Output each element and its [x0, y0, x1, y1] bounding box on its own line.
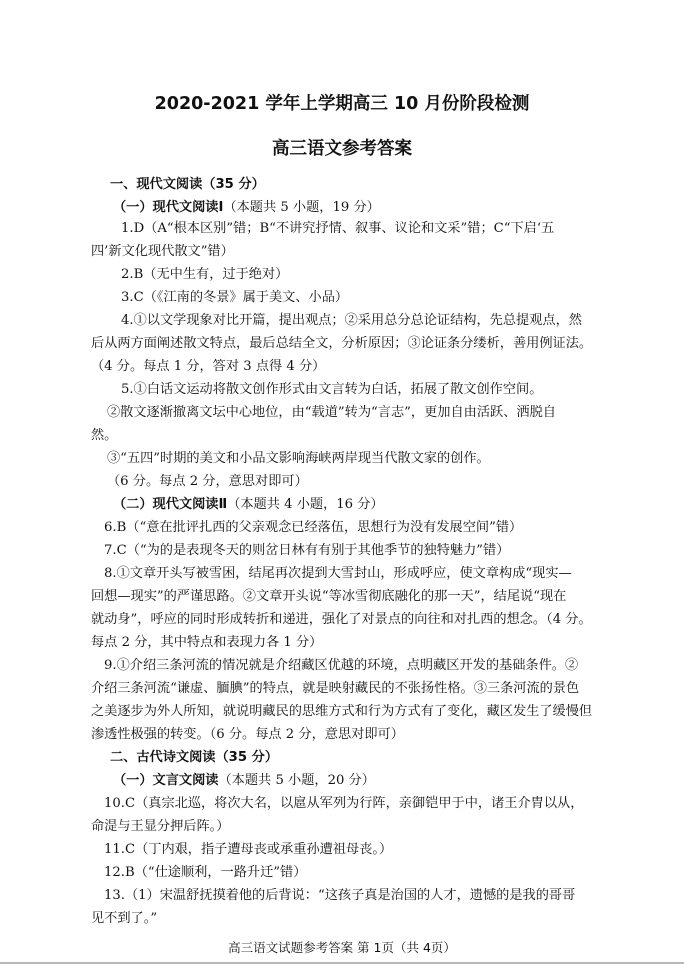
answer-line: 2.B（无中生有，过于绝对）: [121, 267, 289, 282]
answer-line: 之美逐步为外人所知，就说明藏民的思维方式和行为方式有了变化，藏区发生了缓慢但: [91, 704, 593, 719]
answer-line: 4.①以文学现象对比开篇，提出观点；②采用总分总论证结构，先总提观点，然: [121, 313, 582, 328]
answer-line: 13.（1）宋温舒抚摸着他的后背说：“这孩子真是治国的人才，遗憾的是我的哥哥: [104, 888, 576, 903]
section-heading-classical-reading: 二、古代诗文阅读（35 分）: [110, 750, 279, 765]
answer-line: 6.B（“意在批评扎西的父亲观念已经落伍，思想行为没有发展空间”错）: [104, 520, 523, 535]
answer-line: （4 分。每点 1 分，答对 3 点得 4 分）: [91, 359, 326, 374]
subsection-note: （本题共 4 小题，16 分）: [227, 497, 384, 512]
answer-line: 5.①白话文运动将散文创作形式由文言转为白话，拓展了散文创作空间。: [121, 382, 543, 397]
answer-line: 见不到了。”: [91, 911, 158, 926]
subsection-heading-modern-2: [113, 496, 384, 513]
answer-line: （6 分。每点 2 分，意思对即可）: [107, 474, 308, 489]
subsection-title: （一）现代文阅读Ⅰ: [113, 200, 224, 215]
subsection-heading-classical-1: [113, 772, 375, 789]
subsection-title: （一）文言文阅读: [113, 773, 219, 788]
answer-line: 11.C（丁内艰，指子遭母丧或承重孙遭祖母丧。）: [104, 842, 393, 857]
answer-line: 1.D（A“根本区别”错；B“不讲究抒情、叙事、议论和文采”错；C“下启‘五: [121, 221, 555, 236]
answer-line: 回想—现实”的严谨思路。②文章开头说“等冰雪彻底融化的那一天”，结尾说“现在: [91, 589, 567, 604]
answer-line: 就动身”，呼应的同时形成转折和递进，强化了对景点的向往和对扎西的想念。（4 分。: [91, 612, 592, 627]
answer-line: 7.C（“为的是表现冬天的则岔日林有有别于其他季节的独特魅力”错）: [104, 543, 510, 558]
answer-line: 渗透性极强的转变。（6 分。每点 2 分，意思对即可）: [91, 727, 404, 742]
answer-line: 8.①文章开头写被雪困，结尾再次提到大雪封山，形成呼应，使文章构成“现实—: [104, 566, 572, 581]
exam-title: 2020-2021 学年上学期高三 10 月份阶段检测: [154, 94, 530, 114]
answer-line: 然。: [91, 428, 118, 443]
answer-title: 高三语文参考答案: [272, 139, 412, 159]
answer-line: 介绍三条河流“谦虚、腼腆”的特点，就是映射藏民的不张扬性格。③三条河流的景色: [91, 681, 580, 696]
answer-line: 每点 2 分，其中特点和表现力各 1 分）: [91, 635, 323, 650]
section-heading-modern-reading: 一、现代文阅读（35 分）: [110, 177, 265, 192]
subsection-note: （本题共 5 小题，20 分）: [218, 773, 375, 788]
answer-line: ②散文逐渐撤离文坛中心地位，由“载道”转为“言志”，更加自由活跃、洒脱自: [107, 405, 556, 420]
answer-line: 后从两方面阐述散文特点，最后总结全文，分析原因；③论证条分缕析，善用例证法。: [91, 336, 593, 351]
answer-line: ③“五四”时期的美文和小品文影响海峡两岸现当代散文家的创作。: [107, 451, 490, 466]
bottom-rule: [0, 962, 684, 964]
answer-line: 3.C（《江南的冬景》属于美文、小品）: [121, 290, 349, 305]
page-footer: 高三语文试题参考答案 第 1页（共 4页）: [228, 940, 456, 955]
answer-line: 10.C（真宗北巡，将次大名，以扈从军列为行阵，亲御铠甲于中，诸王介胄以从，: [104, 796, 584, 811]
answer-line: 四’新文化现代散文”错）: [91, 244, 234, 259]
subsection-heading-modern-1: [113, 199, 380, 216]
subsection-title: （二）现代文阅读Ⅱ: [113, 497, 228, 512]
answer-line: 12.B（“仕途顺利，一路升迁”错）: [104, 865, 307, 880]
subsection-note: （本题共 5 小题，19 分）: [223, 200, 380, 215]
answer-line: 9.①介绍三条河流的情况就是介绍藏区优越的环境，点明藏区开发的基础条件。②: [104, 658, 579, 673]
answer-line: 命湜与王显分押后阵。）: [91, 819, 230, 834]
